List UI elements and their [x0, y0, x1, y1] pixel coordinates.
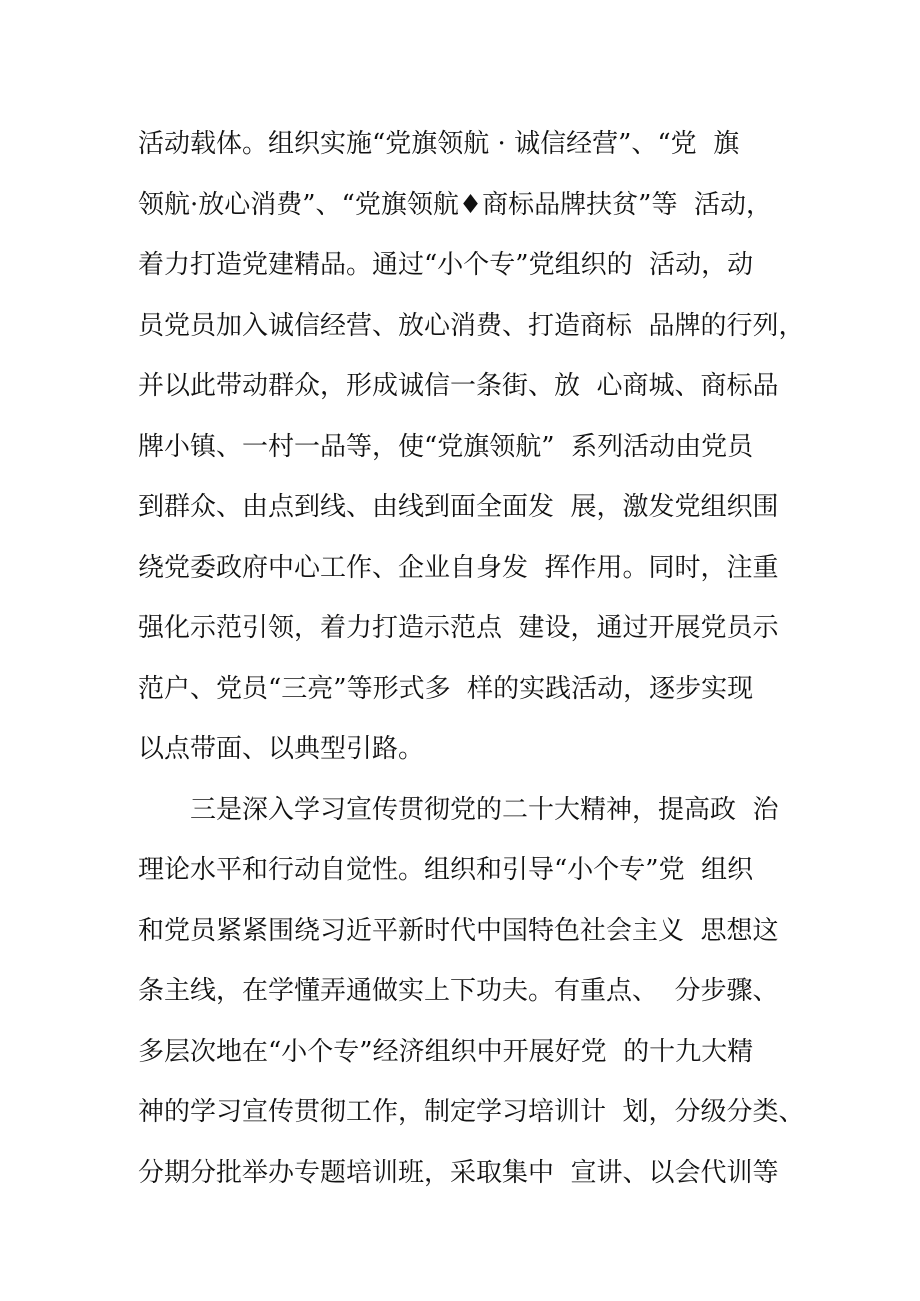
text-line: 员党员加入诚信经营、放心消费、打造商标 品牌的行列， [138, 310, 805, 341]
text-line: 范户、党员“三亮”等形式多 样的实践活动，逐步实现 [138, 673, 754, 704]
text-line: 和党员紧紧围绕习近平新时代中国特色社会主义 思想这 [138, 915, 779, 946]
text-line: 着力打造党建精品。通过“小个专”党组织的 活动，动 [138, 250, 754, 280]
paragraph-1 [138, 114, 838, 780]
text-line: 分期分批举办专题培训班，采取集中 宣讲、以会代训等 [138, 1157, 779, 1188]
text-line: 领航·放心消费”、“党旗领航♦商标品牌扶贫”等 活动， [138, 189, 772, 220]
text-line: 三是深入学习宣传贯彻党的二十大精神，提高政 治 [190, 794, 779, 825]
text-line: 强化示范引领，着力打造示范点 建设，通过开展党员示 [138, 613, 779, 643]
paragraph-2 [138, 780, 838, 1204]
text-line: 多层次地在“小个专”经济组织中开展好党 的十九大精 [138, 1036, 754, 1067]
text-line: 到群众、由点到线、由线到面全面发 展，激发党组织围 [138, 492, 779, 522]
text-line: 条主线，在学懂弄通做实上下功夫。有重点、 分步骤、 [138, 976, 779, 1006]
text-line: 牌小镇、一村一品等，使“党旗领航” 系列活动由党员 [138, 431, 754, 462]
text-line: 理论水平和行动自觉性。组织和引导“小个专”党 组织 [138, 855, 754, 885]
text-line: 神的学习宣传贯彻工作，制定学习培训计 划，分级分类、 [138, 1097, 805, 1127]
text-line: 以点带面、以典型引路。 [138, 734, 425, 764]
document-body [138, 114, 838, 1203]
text-line: 绕党委政府中心工作、企业自身发 挥作用。同时，注重 [138, 552, 779, 583]
text-line: 并以此带动群众，形成诚信一条街、放 心商城、商标品 [138, 371, 779, 401]
text-line: 活动载体。组织实施“党旗领航 · 诚信经营”、“党 旗 [138, 129, 740, 159]
